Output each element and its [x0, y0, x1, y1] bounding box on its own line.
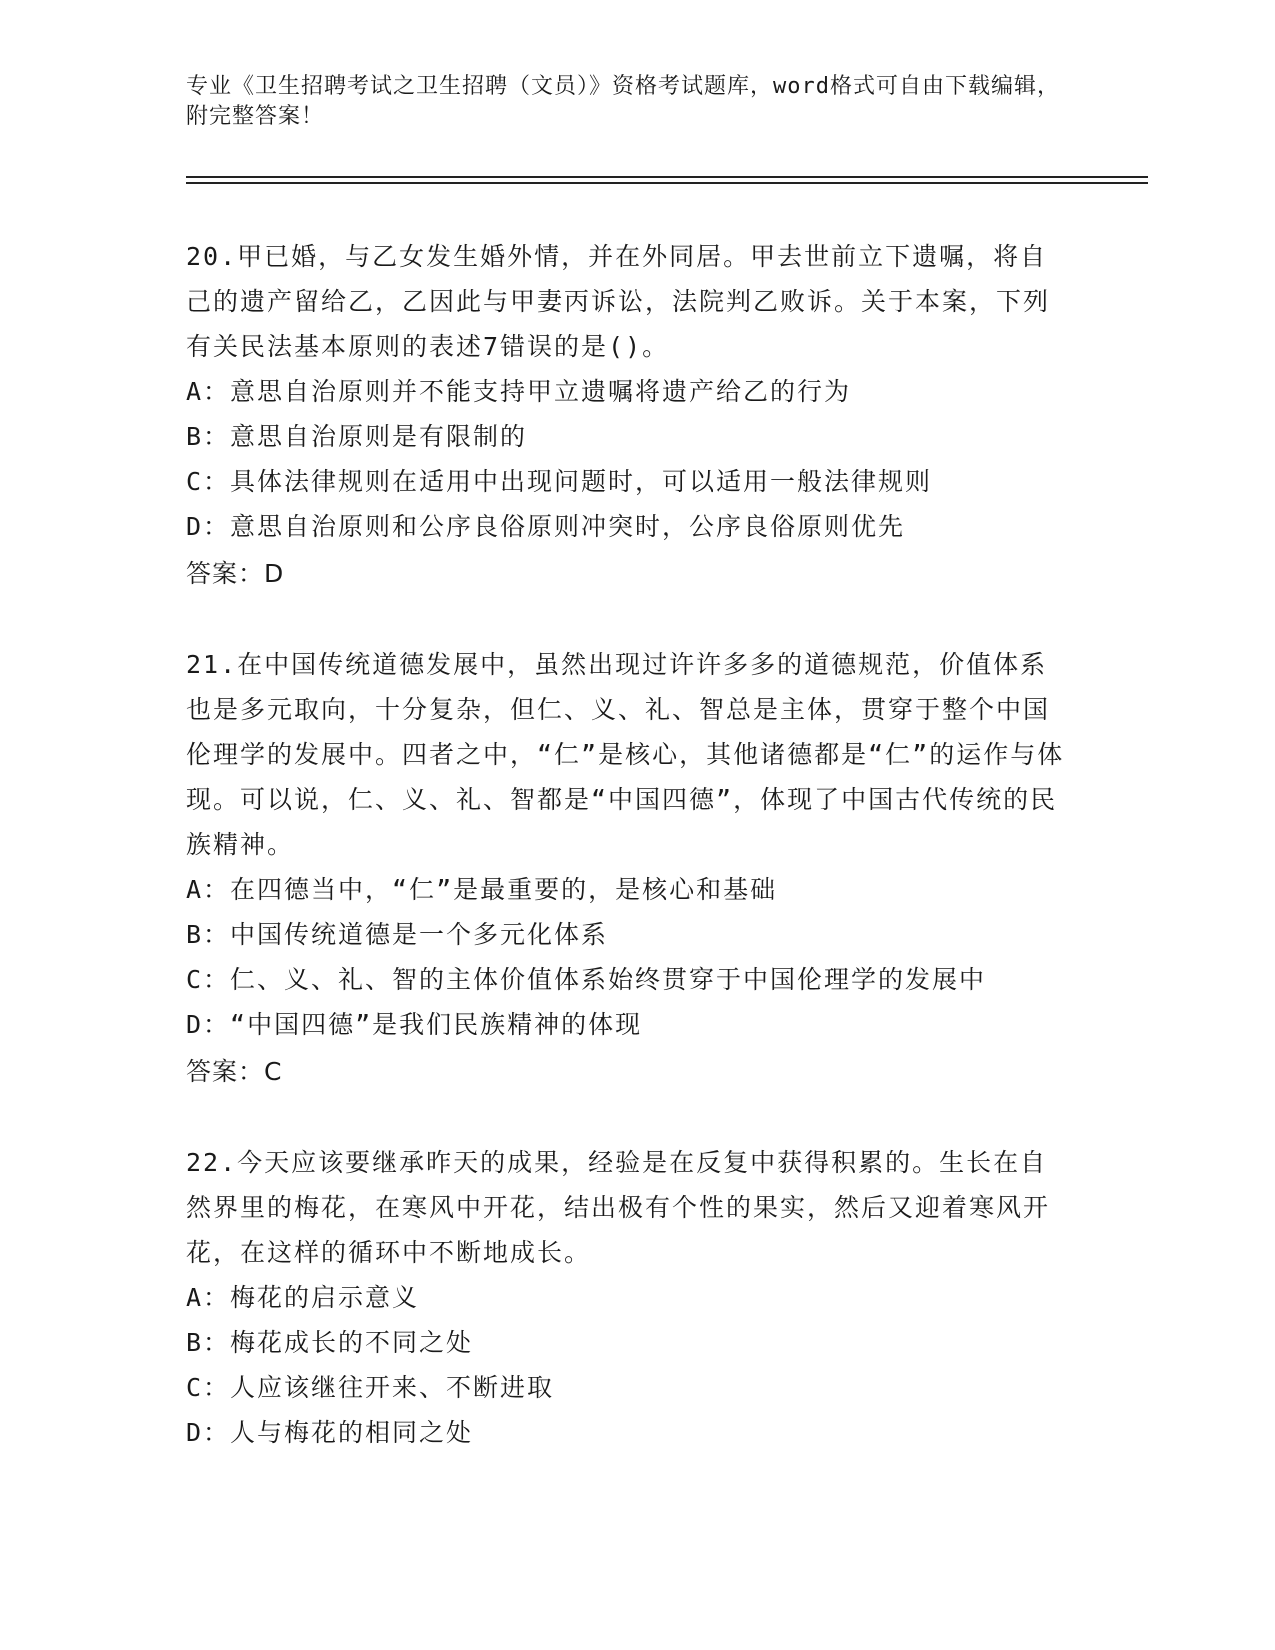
answer: 答案：C: [186, 1057, 283, 1086]
option-b: B：梅花成长的不同之处: [186, 1328, 474, 1357]
option-c: C：仁、义、礼、智的主体价值体系始终贯穿于中国伦理学的发展中: [186, 965, 987, 994]
question-stem: 21.在中国传统道德发展中，虽然出现过许许多多的道德规范，价值体系也是多元取向，十分复杂，但仁、义、礼、智总是主体，贯穿于整个中国伦理学的发展中。四者之中，“仁”是核心，其他诸德都是“仁”的运作与体现。可以说，仁、义、礼、智都是“中国四德”，体现了中国古代传统的民族精神。: [186, 650, 1065, 859]
question-stem: 22.今天应该要继承昨天的成果，经验是在反复中获得积累的。生长在自然界里的梅花，在寒风中开花，结出极有个性的果实，然后又迎着寒风开花，在这样的循环中不断地成长。: [186, 1148, 1051, 1267]
header-rule-top: [186, 176, 1148, 178]
option-c: C：具体法律规则在适用中出现问题时，可以适用一般法律规则: [186, 467, 933, 496]
question-21: [186, 642, 1066, 1094]
answer: 答案：D: [186, 559, 285, 588]
question-stem: 20.甲已婚，与乙女发生婚外情，并在外同居。甲去世前立下遗嘱，将自己的遗产留给乙，乙因此与甲妻丙诉讼，法院判乙败诉。关于本案，下列有关民法基本原则的表述7错误的是()。: [186, 242, 1051, 361]
option-c: C：人应该继往开来、不断进取: [186, 1373, 555, 1402]
document-header: 专业《卫生招聘考试之卫生招聘（文员）》资格考试题库，word格式可自由下载编辑，附完整答案！: [186, 74, 1060, 129]
option-d: D：“中国四德”是我们民族精神的体现: [186, 1010, 643, 1039]
option-a: A：梅花的启示意义: [186, 1283, 420, 1312]
question-20: [186, 234, 1066, 596]
option-b: B：中国传统道德是一个多元化体系: [186, 920, 609, 949]
option-a: A：在四德当中，“仁”是最重要的，是核心和基础: [186, 875, 778, 904]
option-a: A：意思自治原则并不能支持甲立遗嘱将遗产给乙的行为: [186, 377, 852, 406]
header-rule-bottom: [186, 182, 1148, 184]
question-22: [186, 1140, 1066, 1455]
option-b: B：意思自治原则是有限制的: [186, 422, 528, 451]
option-d: D：意思自治原则和公序良俗原则冲突时，公序良俗原则优先: [186, 512, 906, 541]
option-d: D：人与梅花的相同之处: [186, 1418, 474, 1447]
